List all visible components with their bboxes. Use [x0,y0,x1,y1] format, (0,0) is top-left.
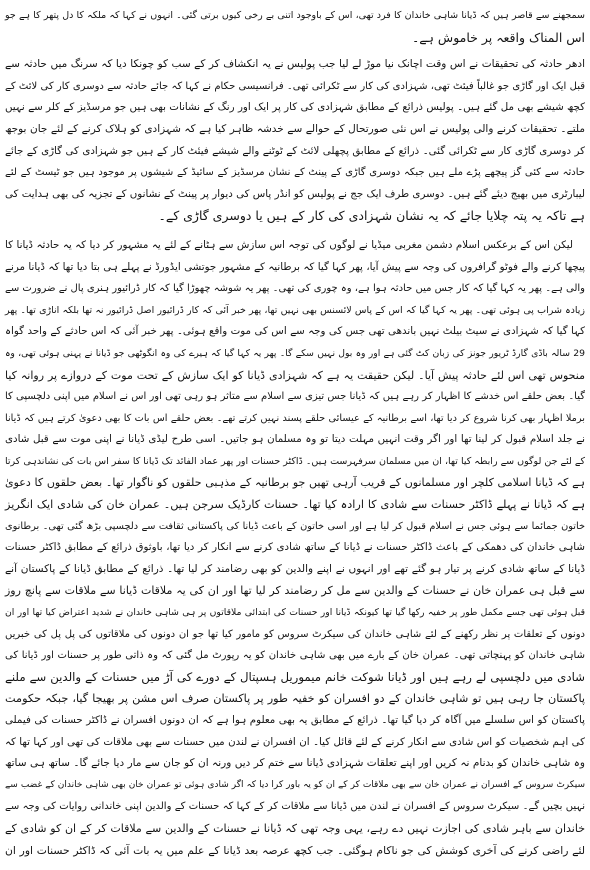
text-line: لیبارٹری میں بھیج دیئے گئے ہیں۔ دوسری طرف ایک جج نے پولیس کو انڈر پاس کی دیوار پر پینٹ کے نشانوں کے تجزیہ کی بھی ہدایت کی [5,187,585,200]
text-line: ہے کہ ڈیانا اسلامی کلچر اور مسلمانوں کے قریب آرہی تھیں جو برطانیہ کے مذہبی حلقوں کو ناگوار تھا۔ بعض حلقوں کا دعویٰ [5,476,585,490]
text-line: دونوں کے تعلقات پر نظر رکھنے کے لئے شاہی خاندان کی سیکرٹ سروس کو مامور کیا تھا جو ان دونوں کی ملاقاتوں کی پل پل کی خبریں [5,628,585,640]
text-line: کہا گیا کہ شہزادی نے سیٹ بیلٹ نہیں باندھی تھی جس کی وجہ سے اس کی موت واقع ہوئی۔ پھر خبر آئی کہ اس حادثے کے واحد گواہ [5,325,585,338]
text-line: خاندان سے باہر شادی کی اجازت نہیں دے رہے، یہی وجہ تھی کہ ڈیانا نے حسنات کے والدین سے ملاقات کر کے ان کو شادی کے [5,821,585,835]
text-line: برملا اظہار بھی کرنا شروع کر دیا تھا، اسے برطانیہ کے عیسائی حلقے پسند نہیں کرتے تھے۔ بعض حلقے اس بات کا بھی دعویٰ کرتے ہیں کہ ڈیانا [5,412,585,424]
text-line: ہے کہ ڈیانا نے پہلے ڈاکٹر حسنات سے شادی کا ارادہ کیا تھا۔ حسنات کارڈیک سرجن ہیں۔ عمران خان کی شادی ایک انگریز [5,498,585,512]
text-line: زیادہ شراب پی ہوئی تھی۔ پھر یہ کہا گیا کہ اس کے پاس لائسنس بھی نہیں تھا، پھر خبر آئی کہ کار ڈرائیور اصل ڈرائیور نہ تھا بلکہ اناڑی تھا۔ پھر [5,304,585,316]
text-line: منحوس تھی اس لئے حادثہ پیش آیا۔ لیکن حقیقت یہ ہے کہ شہزادی ڈیانا کو ایک سازش کے تحت موت کے دروازے پر روانہ کیا [5,368,585,382]
text-line: ہے تاکہ یہ پتہ چلایا جائے کہ یہ نشان شہزادی کی کار کے ہیں یا دوسری گاڑی کے۔ [158,208,585,224]
text-line: والی ہے۔ پھر یہ کہا گیا کہ کار جس میں حادثہ ہوا ہے، وہ چوری کی تھی۔ پھر یہ شوشہ چھوڑا گیا کہ کار ڈرائیور ہنری پال نے ضرورت سے [5,283,585,295]
text-line: قبل ایک اور گاڑی جو غالباً فیئٹ تھی، شہزادی کی کار سے ٹکرائی تھی۔ فرانسیسی حکام نے کہا کہ جائے حادثہ سے دوسری کار کی لائٹ کے [5,80,585,92]
paragraph [5,54,585,227]
text-line: کچھ شیشے بھی مل گئے ہیں۔ پولیس ذرائع کے مطابق شہزادی کی کار پر ایک اور رنگ کے نشانات بھی ہیں جو مرسڈیز کے کلر سے نہیں [5,101,585,114]
text-line: گیا۔ بعض حلقے اس خدشے کا اظہار کر رہے ہیں کہ ڈیانا جس تیزی سے اسلام سے متاثر ہو رہی تھی اور اس نے اسلام میں اپنی دلچسپی کا [5,391,585,403]
text-line: ڈیانا کے ساتھ شادی کرنے پر تیار ہو گئے تھے اور انہوں نے اپنے والدین کو بھی رضامند کر لیا تھا۔ ذرائع کے مطابق ڈیانا کے پاکستان آنے [5,562,585,575]
article-body [5,5,585,861]
text-line: شاہی خاندان کی دھمکی کے باعث ڈاکٹر حسنات نے ڈیانا کے ساتھ شادی کرنے سے انکار کر دیا تھا، باوثوق ذرائع کے مطابق ڈاکٹر حسنات [5,541,585,554]
text-line: کی اہم شخصیات کو اس شادی سے انکار کرنے کے لئے قائل کیا۔ ان افسران نے لندن میں حسنات سے بھی ملاقات کی تھی اور کہا تھا کہ [5,735,585,748]
text-line: خاتون جمائما سے ہوئی جس نے اسلام قبول کر لیا ہے اور اسی خاتون کے باعث ڈیانا کی پاکستانی ثقافت سے دلچسپی بڑھ گئی تھی۔ برطانوی [5,520,585,532]
text-line: پیچھا کرنے والے فوٹو گرافروں کی وجہ سے پیش آیا، پھر کہا گیا کہ برطانیہ کے مشہور جوتشی ایڈورڈ نے پہلے ہی بتا دیا تھا کہ ڈیانا مرنے [5,260,585,273]
text-line: نہیں بچیں گے۔ سیکرٹ سروس کے افسران نے لندن میں ڈیانا سے ملاقات کر کے کہا کہ حسنات کے والدین اپنی خاندانی روایات کی وجہ سے [5,801,585,813]
text-line: ادھر حادثہ کی تحقیقات نے اس وقت اچانک نیا موڑ لے لیا جب پولیس نے یہ انکشاف کر کے سب کو چونکا دیا کہ سرنگ میں حادثہ سے [5,58,585,71]
text-line: سمجھنے سے قاصر ہیں کہ ڈیانا شاہی خاندان کا فرد تھی، اس کے باوجود اتنی بے رخی کیوں برتی گئی۔ انہوں نے کہا کہ ملکہ کا دل پتھر کا ہے جو [5,10,585,21]
text-line: نے جلد اسلام قبول کر لینا تھا اور اگر وقت انہیں مہلت دیتا تو وہ مسلمان ہو جاتیں۔ اسی طرح لیڈی ڈیانا نے اپنی موت سے قبل شادی [5,433,585,446]
text-line: لیکن اس کے برعکس اسلام دشمن مغربی میڈیا نے لوگوں کی توجہ اس سازش سے ہٹانے کے لئے یہ مشہور کر دیا کہ یہ حادثہ ڈیانا کا [5,238,573,251]
text-line: 29 سالہ باڈی گارڈ ٹریور جونز کی زبان کٹ گئی ہے اور وہ بول نہیں سکے گا۔ پھر یہ کہا گیا کہ ہیرے کی وہ انگوٹھی جو ڈیانا نے پہنی ہوئی تھی، وہ [5,347,585,359]
paragraph [5,5,585,48]
text-line: حادثہ سے کئی گز پیچھے پڑے ملے ہیں جبکہ دوسری گاڑی کے پینٹ کے نشان مرسڈیز کے سائیڈ کے شیشوں پر موجود ہیں جو ٹیسٹ کے لئے [5,167,585,179]
text-line: پاکستان کو اس سلسلے میں آگاہ کر دیا گیا تھا۔ ذرائع کے مطابق یہ بھی معلوم ہوا ہے کہ ان دونوں افسران نے ڈاکٹر حسنات کی فیملی [5,714,585,726]
paragraph [5,235,585,861]
text-line: شاہی خاندان کو پہنچاتی تھی۔ عمران خان کے بارے میں بھی شاہی خاندان کو یہ رپورٹ مل گئی کہ وہ ذاتی طور پر حسنات اور ڈیانا کی [5,650,585,662]
text-line: کر دوسری گاڑی کار سے ٹکرائی گئی۔ ذرائع کے مطابق پچھلی لائٹ کے ٹوٹنے والے شیشے فیئٹ کار کے ہیں جو شہزادی کی گاڑی کے جائے [5,144,585,157]
text-line: شادی میں دلچسپی لے رہے ہیں اور ڈیانا شوکت خانم میموریل ہسپتال کے دورے کی آڑ میں حسنات کے والدین سے ملنے [5,669,585,684]
text-line: کے لئے جن لوگوں سے رابطہ کیا تھا، ان میں مسلمان سرفہرست ہیں۔ ڈاکٹر حسنات اور پھر عماد الفائد تک ڈیانا کا سفر اس بات کی نشاندہی کرتا [5,455,585,467]
text-line: پاکستان جا رہی ہیں تو شاہی خاندان کے دو افسران کو خفیہ طور پر پاکستان صرف اس مشن پر بھیجا گیا، جبکہ حکومت [5,692,585,706]
text-line: سیکرٹ سروس کے افسران نے عمران خان سے بھی ملاقات کر کے ان کو یہ باور کرا دیا کہ اگر شادی ہوئی تو عمران خان بھی شاہی خاندان کے غضب سے [5,779,585,790]
text-line: اس المناک واقعہ پر خاموش ہے۔ [411,29,585,45]
text-line: قبل ہوئی تھی جسے مکمل طور پر خفیہ رکھا گیا تھا کیونکہ ڈیانا اور حسنات کی ابتدائی ملاقاتوں پر ہی شاہی خاندان نے شدید اعتراض کیا تھا اور ان [5,607,585,619]
text-line: وہ شاہی خاندان کو بدنام نہ کریں اور اپنے تعلقات شہزادی ڈیانا سے ختم کر دیں ورنہ ان کو جان سے مار دیا جائے گا۔ ساتھ ہی ساتھ [5,757,585,770]
text-line: سے قبل ہی عمران خان نے حسنات کے والدین سے مل کر رضامند کر لیا تھا اور ان کی یہ ملاقات ڈیانا سے ملاقات سے پانچ روز [5,584,585,598]
text-line: ملتے۔ تحقیقات کرنے والی پولیس نے اس نئی صورتحال کے حوالے سے خدشہ ظاہر کیا ہے کہ شہزادی کو ہلاک کرنے کے لئے جان بوجھ [5,122,585,135]
text-line: لئے راضی کرنے کی آخری کوشش کی جو ناکام ہوگئی۔ جب کچھ عرصہ بعد ڈیانا کے علم میں یہ بات آئی کہ ڈاکٹر حسنات اور ان [5,843,585,857]
